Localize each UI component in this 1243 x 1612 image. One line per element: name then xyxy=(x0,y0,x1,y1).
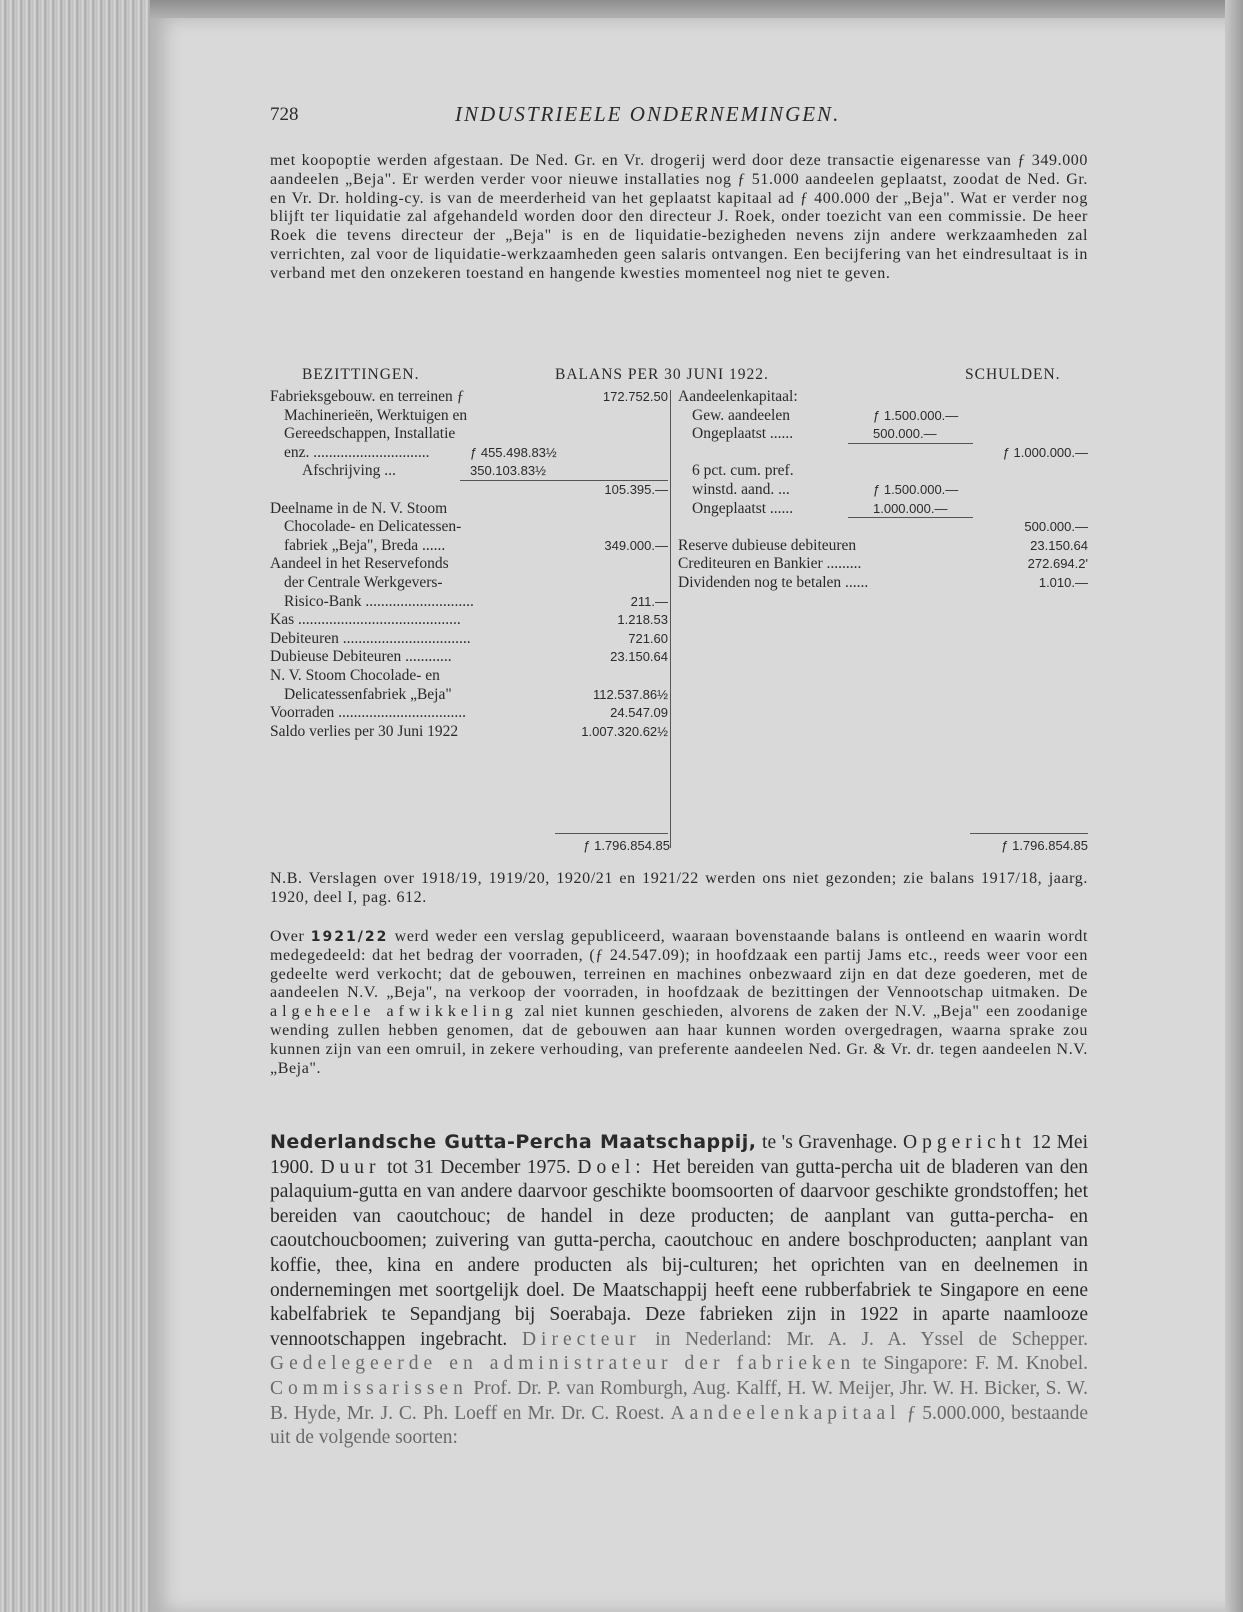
asset-row xyxy=(270,518,668,537)
asset-row xyxy=(270,537,668,556)
asset-label: der Centrale Werkgevers- xyxy=(284,573,443,591)
liability-row xyxy=(678,518,1088,537)
liability-row xyxy=(678,481,1088,500)
liability-row xyxy=(678,388,1088,407)
liability-amount: 1.010.— xyxy=(1038,574,1088,590)
assets-column xyxy=(270,388,668,741)
balance-heading xyxy=(270,366,1088,388)
balance-divider xyxy=(670,390,671,848)
liability-label: Aandeelenkapitaal: xyxy=(678,388,798,405)
liability-label: 6 pct. cum. pref. xyxy=(692,462,794,480)
directeur-label: Directeur xyxy=(521,1328,641,1350)
liability-subamount: ƒ 1.500.000.— xyxy=(873,407,959,423)
asset-label: Debiteuren ................................. xyxy=(270,629,471,647)
asset-amount: 1.007.320.62½ xyxy=(581,723,668,739)
company-entry xyxy=(270,1130,1088,1451)
liability-amount: ƒ 1.000.000.— xyxy=(1002,444,1088,460)
liabilities-heading: SCHULDEN. xyxy=(965,366,1061,383)
subtotal-rule xyxy=(460,480,668,481)
over-text-2: zal niet kunnen geschieden, alvorens de zaken der N.V. „Beja" een zoodanige wending zullen hebben genomen, dat de gebouwen aan haar kunnen worden overgedragen, waarna sprake zou kunnen zijn van een omruil, in zekere verhouding, van preferente aandeelen Ned. Gr. & Vr. dr. tegen aandeelen N.V. „Beja". xyxy=(270,1003,1088,1077)
asset-row xyxy=(270,574,668,593)
liability-label: Reserve dubieuse debiteuren xyxy=(678,536,857,554)
assets-total: ƒ 1.796.854.85 xyxy=(583,838,670,853)
asset-row xyxy=(270,388,668,407)
company-location: te 's Gravenhage. xyxy=(756,1132,903,1153)
asset-row xyxy=(270,686,668,705)
subtotal-rule xyxy=(848,443,973,444)
asset-amount: 721.60 xyxy=(628,630,668,646)
asset-amount: 105.395.— xyxy=(604,481,668,497)
duur-label: Duur xyxy=(320,1156,381,1178)
liability-label: winstd. aand. ... xyxy=(692,480,790,498)
asset-label: Kas .......................................... xyxy=(270,611,461,629)
liability-label: Ongeplaatst ...... xyxy=(692,499,794,517)
asset-subamount: ƒ 455.498.83½ xyxy=(470,444,557,460)
asset-row xyxy=(270,444,668,463)
asset-row xyxy=(270,704,668,723)
asset-row xyxy=(270,648,668,667)
asset-row xyxy=(270,462,668,481)
gedelegeerde-label: Gedelegeerde en administrateur der fabrieken xyxy=(270,1353,856,1375)
asset-amount: 23.150.64 xyxy=(610,649,668,665)
asset-label: Machinerieën, Werktuigen en xyxy=(284,406,468,424)
liability-label: Ongeplaatst ...... xyxy=(692,425,794,443)
commissarissen-label: Commissarissen xyxy=(270,1377,468,1399)
duur-value: tot 31 December 1975. xyxy=(380,1156,578,1178)
asset-label: Saldo verlies per 30 Juni 1922 xyxy=(270,722,459,740)
asset-row xyxy=(270,593,668,612)
over-year: 1921/22 xyxy=(310,929,389,945)
asset-label: fabriek „Beja", Breda ...... xyxy=(284,536,446,554)
liabilities-total: ƒ 1.796.854.85 xyxy=(1001,838,1088,853)
asset-row xyxy=(270,425,668,444)
liability-row xyxy=(678,555,1088,574)
liability-amount: 500.000.— xyxy=(1024,519,1088,535)
balance-title: BALANS PER 30 JUNI 1922. xyxy=(555,366,769,383)
total-rule-left xyxy=(555,833,668,834)
book-page-edges xyxy=(0,0,150,1612)
asset-row xyxy=(270,481,668,500)
over-text-1: werd weder een verslag gepubliceerd, waaraan bovenstaande balans is ontleend en waarin wordt medegedeeld: dat het bedrag der voorraden, (ƒ 24.547.09); in hoofdzaak een partij Jams etc., reeds weer voor een gedeelte werd verkocht; dat de gebouwen, terreinen en machines onbezwaard zijn en dat deze goederen, met de aandeelen N.V. „Beja", na verkoop der voorraden, in hoofdzaak de bezittingen der Vennootschap uitmaken. De xyxy=(270,928,1089,1002)
asset-label: Delicatessenfabriek „Beja" xyxy=(284,685,452,703)
asset-label: Gereedschappen, Installatie xyxy=(284,425,456,443)
liability-subamount: ƒ 1.500.000.— xyxy=(873,481,959,497)
book-right-edge xyxy=(1225,0,1243,1612)
asset-row xyxy=(270,630,668,649)
liability-amount: 23.150.64 xyxy=(1030,537,1088,553)
assets-heading: BEZITTINGEN. xyxy=(302,366,420,383)
liability-row xyxy=(678,462,1088,481)
asset-row xyxy=(270,500,668,519)
kapitaal-label: Aandeelenkapitaal xyxy=(670,1402,901,1424)
asset-label: Deelname in de N. V. Stoom xyxy=(270,499,448,517)
company-name: Nederlandsche Gutta-Percha Maatschappij, xyxy=(270,1131,757,1153)
liability-row xyxy=(678,537,1088,556)
asset-amount: 112.537.86½ xyxy=(593,686,668,702)
asset-amount: 1.218.53 xyxy=(617,612,668,628)
running-title: INDUSTRIEELE ONDERNEMINGEN. xyxy=(455,102,841,126)
gedelegeerde-text: te Singapore: F. M. Knobel. xyxy=(855,1353,1088,1375)
over-spaced: algeheele afwikkeling xyxy=(270,1003,518,1021)
asset-amount: 349.000.— xyxy=(604,537,668,553)
asset-label: Afschrijving ... xyxy=(302,462,396,480)
page-header xyxy=(270,100,1088,130)
page-number: 728 xyxy=(270,104,299,125)
asset-amount: 24.547.09 xyxy=(610,705,668,721)
liability-label: Crediteuren en Bankier ......... xyxy=(678,555,862,573)
asset-label: Chocolade- en Delicatessen- xyxy=(284,518,462,536)
asset-label: Voorraden ................................. xyxy=(270,704,467,722)
liability-amount: 272.694.2' xyxy=(1027,556,1088,572)
nb-paragraph: N.B. Verslagen over 1918/19, 1919/20, 1920/21 en 1921/22 werden ons niet gezonden; zie balans 1917/18, jaarg. 1920, deel I, pag. 612. xyxy=(270,870,1088,906)
subtotal-rule xyxy=(848,517,973,518)
liability-label: Dividenden nog te betalen ...... xyxy=(678,573,869,591)
liability-row xyxy=(678,407,1088,426)
liability-row xyxy=(678,574,1088,593)
asset-label: enz. .............................. xyxy=(284,443,430,461)
asset-row xyxy=(270,407,668,426)
opgericht-label: Opgericht xyxy=(902,1132,1026,1153)
asset-subamount: 350.103.83½ xyxy=(470,463,546,479)
asset-row xyxy=(270,667,668,686)
liability-row xyxy=(678,425,1088,444)
asset-row xyxy=(270,723,668,742)
asset-label: Dubieuse Debiteuren ............ xyxy=(270,648,452,666)
asset-label: Risico-Bank ............................ xyxy=(284,592,474,610)
asset-label: Aandeel in het Reservefonds xyxy=(270,555,449,573)
asset-amount: 211.— xyxy=(630,593,668,609)
asset-label: Fabrieksgebouw. en terreinen ƒ xyxy=(270,388,465,405)
liabilities-column xyxy=(678,388,1088,593)
directeur-text: in Nederland: Mr. A. J. A. Yssel de Schepper. xyxy=(640,1328,1088,1350)
asset-label: N. V. Stoom Chocolade- en xyxy=(270,666,440,684)
doel-label: Doel: xyxy=(577,1156,646,1178)
liability-row xyxy=(678,444,1088,463)
opgericht-value: 12 Mei 1900. xyxy=(270,1132,1089,1178)
commissarissen-text: Prof. Dr. P. van Romburgh, Aug. Kalff, H. W. Meijer, Jhr. W. H. Bicker, S. W. B. Hyde, Mr. J. C. Ph. Loeff en Mr. Dr. C. Roest. xyxy=(270,1377,1088,1424)
liability-label: Gew. aandeelen xyxy=(692,406,790,424)
asset-amount: 172.752.50 xyxy=(602,389,668,404)
asset-row xyxy=(270,555,668,574)
doel-text: Het bereiden van gutta-percha uit de bladeren van den palaquium-gutta en van andere daarvoor geschikte boomsoorten of daarvoor geschikte grondstoffen; het bereiden van caoutchouc; de handel in deze producten; de aanplant van gutta-percha- en caoutchoucboomen; zuivering van gutta-percha, caoutchouc en andere boschproducten; aanplant van koffie, thee, kina en andere producten als bij-culturen; het oprichten van en deelnemen in ondernemingen met soortgelijk doel. De Maatschappij heeft eene rubberfabriek te Singapore en eene kabelfabriek te Sepandjang bij Soerabaja. Deze fabrieken zijn in 1922 in aparte naamlooze vennootschappen ingebracht. xyxy=(270,1156,1089,1350)
asset-row xyxy=(270,611,668,630)
over-start: Over xyxy=(270,928,311,945)
intro-paragraph: met koopoptie werden afgestaan. De Ned. Gr. en Vr. drogerij werd door deze transactie eigenaresse van ƒ 349.000 aandeelen „Beja". Er werden verder voor nieuwe installaties nog ƒ 51.000 aandeelen geplaatst, zoodat de Ned. Gr. en Vr. Dr. holding-cy. is van de meerderheid van het geplaatst kapitaal ad ƒ 400.000 der „Beja". Wat er verder nog blijft ter liquidatie zal afgehandeld worden door den directeur J. Roek, onder toezicht van een commissie. De heer Roek die tevens directeur der „Beja" is en de liquidatie-bezigheden nevens zijn andere werkzaamheden zal verrichten, zal voor de liquidatie-werkzaamheden geen salaris ontvangen. Een becijfering van het eindresultaat is in verband met den onzekeren toestand en hangende kwesties momenteel nog niet te geven. xyxy=(270,152,1088,282)
liability-subamount: 1.000.000.— xyxy=(873,500,948,516)
liability-subamount: 500.000.— xyxy=(873,426,937,442)
over-paragraph xyxy=(270,928,1088,1078)
total-rule-right xyxy=(970,833,1088,834)
liability-row xyxy=(678,500,1088,519)
kapitaal-text: ƒ 5.000.000, bestaande uit de volgende soorten: xyxy=(270,1402,1088,1449)
